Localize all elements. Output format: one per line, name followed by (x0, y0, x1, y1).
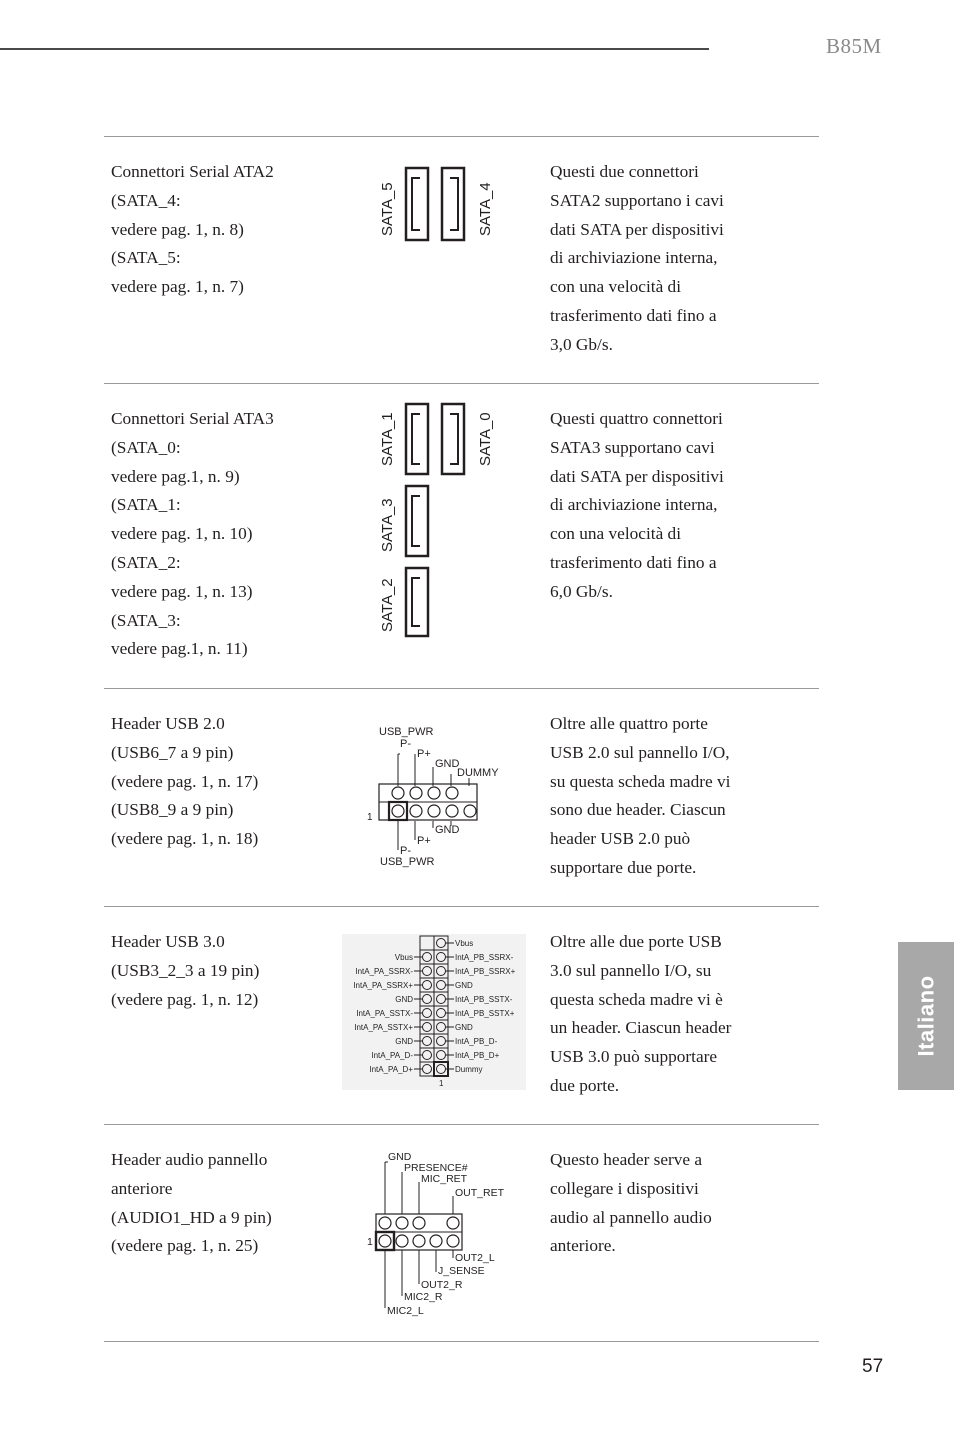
sata4-connector (442, 168, 464, 240)
text-line: collegare i dispositivi (550, 1178, 699, 1198)
usb3-left-pin-label: IntA_PA_D- (371, 1051, 413, 1060)
text-line: (SATA_0: (111, 437, 181, 457)
sata0-connector (442, 404, 464, 474)
text-line: Oltre alle quattro porte (550, 714, 708, 733)
section-divider (104, 906, 819, 907)
text-line: vedere pag. 1, n. 13) (111, 581, 253, 601)
text-line: header USB 2.0 può (550, 829, 691, 849)
model-title: B85M (826, 34, 882, 58)
usb3-left-pin-label: IntA_PA_SSRX- (355, 967, 413, 976)
j-sense-label: J_SENSE (438, 1265, 485, 1277)
mic-ret-label: MIC_RET (421, 1173, 468, 1185)
text-line: dati SATA per dispositivi (550, 466, 724, 486)
sata2-description-left (111, 158, 341, 302)
text-line: (SATA_2: (111, 552, 181, 572)
p-plus-bottom-label: P+ (417, 835, 431, 847)
gnd-label: GND (388, 1151, 412, 1163)
sata3-description-left (111, 405, 341, 664)
usb3-right-pin-label: IntA_PB_SSTX- (455, 995, 513, 1004)
usb3-left-pin-label: Vbus (394, 953, 413, 962)
usb3-left-pin-label: GND (395, 1037, 413, 1046)
usb3-pin1-label: 1 (439, 1079, 444, 1088)
text-line: Connettori Serial ATA3 (111, 409, 274, 428)
section-divider (104, 1341, 819, 1342)
sata3-connector-diagram (368, 400, 508, 644)
usb2-description-right (550, 710, 775, 883)
usb3-left-pin-label: GND (395, 995, 413, 1004)
dummy-label: DUMMY (457, 767, 499, 779)
section-divider (104, 383, 819, 384)
usb3-header-diagram (342, 934, 526, 1090)
audio-description-left (111, 1146, 341, 1261)
language-tab-label: Italiano (913, 975, 939, 1057)
text-line: vedere pag.1, n. 9) (111, 466, 240, 486)
presence-label: PRESENCE# (404, 1162, 468, 1174)
sata3-description-right (550, 405, 775, 607)
text-line: audio al pannello audio (550, 1207, 712, 1227)
section-divider (104, 136, 819, 137)
text-line: Questi quattro connettori (550, 409, 723, 428)
language-tab (898, 942, 954, 1090)
sata4-label: SATA_4 (477, 182, 494, 236)
sata3-connector (406, 486, 428, 556)
usb3-left-pin-label: IntA_PA_SSRX+ (353, 981, 413, 990)
usb3-right-pin-label: IntA_PB_D+ (455, 1051, 500, 1060)
audio-header-diagram (364, 1148, 514, 1320)
usb3-description-right (550, 928, 775, 1101)
out2-l-label: OUT2_L (455, 1252, 495, 1264)
text-line: anteriore. (550, 1236, 616, 1256)
sata2-label: SATA_2 (379, 578, 396, 632)
text-line: (USB8_9 a 9 pin) (111, 800, 234, 820)
usb3-description-left (111, 928, 341, 1014)
usb3-right-pin-label: GND (455, 981, 473, 990)
text-line: (SATA_4: (111, 190, 181, 210)
usb3-left-pin-label: IntA_PA_D+ (369, 1065, 413, 1074)
text-line: 6,0 Gb/s. (550, 581, 613, 601)
p-plus-top-label: P+ (417, 748, 431, 760)
text-line: (vedere pag. 1, n. 25) (111, 1236, 259, 1256)
text-line: USB 2.0 sul pannello I/O, (550, 742, 730, 762)
usb3-left-pin-label: IntA_PA_SSTX- (356, 1009, 413, 1018)
sata2-connector-diagram (368, 162, 508, 246)
text-line: trasferimento dati fino a (550, 552, 717, 572)
usb3-right-pin-label: IntA_PB_D- (455, 1037, 498, 1046)
text-line: 3,0 Gb/s. (550, 334, 613, 354)
text-line: due porte. (550, 1075, 620, 1095)
text-line: su questa scheda madre vi (550, 771, 731, 791)
text-line: (vedere pag. 1, n. 17) (111, 771, 259, 791)
text-line: (USB3_2_3 a 19 pin) (111, 960, 260, 980)
audio-description-right (550, 1146, 775, 1261)
text-line: questa scheda madre vi è (550, 989, 723, 1009)
text-line: (AUDIO1_HD a 9 pin) (111, 1207, 272, 1227)
mic2-r-label: MIC2_R (404, 1291, 443, 1303)
mic2-l-label: MIC2_L (387, 1305, 424, 1317)
sata5-label: SATA_5 (379, 182, 396, 236)
sata1-label: SATA_1 (379, 412, 396, 466)
text-line: Header audio pannello (111, 1150, 268, 1169)
text-line: vedere pag. 1, n. 7) (111, 277, 244, 297)
sata5-connector (406, 168, 428, 240)
usb3-right-pin-label: IntA_PB_SSRX+ (455, 967, 516, 976)
text-line: vedere pag.1, n. 11) (111, 639, 248, 659)
gnd-bottom-label: GND (435, 824, 460, 836)
text-line: (SATA_1: (111, 495, 181, 515)
text-line: un header. Ciascun header (550, 1018, 732, 1038)
usb2-header-diagram (360, 722, 510, 872)
text-line: (vedere pag. 1, n. 18) (111, 829, 259, 849)
text-line: 3.0 sul pannello I/O, su (550, 960, 712, 980)
text-line: Header USB 2.0 (111, 714, 225, 733)
text-line: Oltre alle due porte USB (550, 932, 722, 951)
text-line: Questi due connettori (550, 162, 699, 181)
text-line: anteriore (111, 1178, 173, 1198)
text-line: (USB6_7 a 9 pin) (111, 742, 234, 762)
text-line: trasferimento dati fino a (550, 305, 717, 325)
usb3-right-pin-label: Dummy (455, 1065, 483, 1074)
text-line: USB 3.0 può supportare (550, 1047, 718, 1067)
text-line: (SATA_3: (111, 610, 181, 630)
gnd-top-label: GND (435, 758, 460, 770)
sata2-connector (406, 568, 428, 636)
usb2-description-left (111, 710, 341, 854)
page-number: 57 (862, 1356, 884, 1377)
sata1-connector (406, 404, 428, 474)
header-rule (0, 48, 709, 50)
out2-r-label: OUT2_R (421, 1279, 463, 1291)
text-line: dati SATA per dispositivi (550, 219, 724, 239)
sata3-label: SATA_3 (379, 498, 396, 552)
usb-pwr-bottom-label: USB_PWR (380, 856, 435, 868)
text-line: SATA2 supportano i cavi (550, 190, 724, 210)
p-minus-bottom-label: P- (400, 845, 411, 857)
sata2-description-right (550, 158, 775, 360)
usb-pwr-top-label: USB_PWR (379, 726, 434, 738)
text-line: Header USB 3.0 (111, 932, 225, 951)
usb3-right-pin-label: IntA_PB_SSTX+ (455, 1009, 515, 1018)
text-line: sono due header. Ciascun (550, 800, 726, 820)
text-line: con una velocità di (550, 277, 682, 297)
sata0-label: SATA_0 (477, 412, 494, 466)
out-ret-label: OUT_RET (455, 1187, 505, 1199)
text-line: di archiviazione interna, (550, 248, 718, 268)
text-line: vedere pag. 1, n. 10) (111, 524, 253, 544)
text-line: supportare due porte. (550, 857, 697, 877)
audio-pin1-label: 1 (367, 1236, 373, 1248)
usb3-right-pin-label: GND (455, 1023, 473, 1032)
text-line: (SATA_5: (111, 248, 181, 268)
p-minus-top-label: P- (400, 738, 411, 750)
pin1-label: 1 (367, 812, 373, 823)
text-line: vedere pag. 1, n. 8) (111, 219, 244, 239)
section-divider (104, 1124, 819, 1125)
text-line: (vedere pag. 1, n. 12) (111, 989, 259, 1009)
text-line: di archiviazione interna, (550, 495, 718, 515)
section-divider (104, 688, 819, 689)
text-line: Connettori Serial ATA2 (111, 162, 274, 181)
text-line: con una velocità di (550, 524, 682, 544)
text-line: SATA3 supportano cavi (550, 437, 715, 457)
usb3-right-pin-label: IntA_PB_SSRX- (455, 953, 514, 962)
usb3-right-pin-label: Vbus (455, 939, 474, 948)
usb3-left-pin-label: IntA_PA_SSTX+ (354, 1023, 413, 1032)
text-line: Questo header serve a (550, 1150, 703, 1169)
